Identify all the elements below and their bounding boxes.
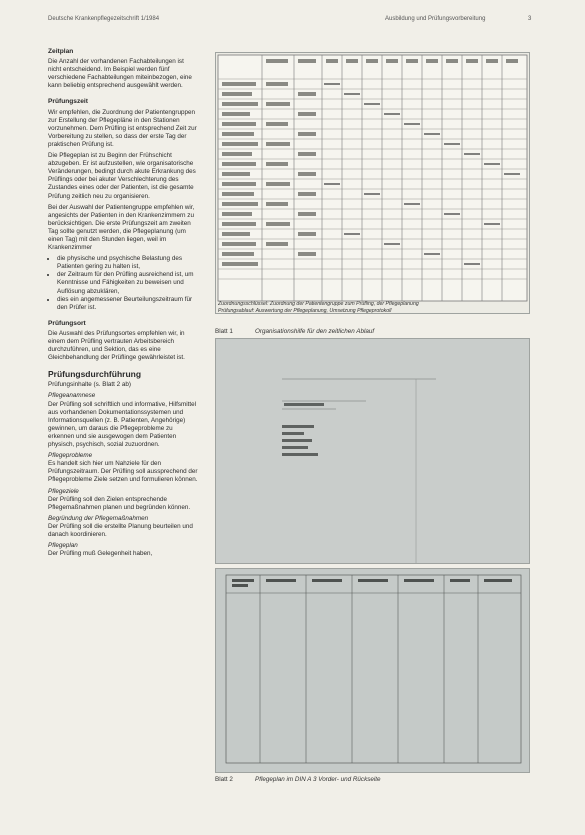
- subsection-text: Es handelt sich hier um Nahziele für den Prüfungszeitraum. Der Prüfling soll aussprechend der Pflegeprobleme Ziele setzen und formulieren können.: [48, 460, 198, 484]
- paragraph: Die Anzahl der vorhandenen Fachabteilungen ist nicht entscheidend. Im Beispiel werden fünf verschiedene Fachabteilungen miteinbezogen, eine kann beliebig entsprechend ausgewählt werden.: [48, 58, 192, 90]
- list-item: • die physische und psychische Belastung des Patienten gering zu halten ist,: [57, 255, 198, 271]
- subsection: [48, 515, 198, 539]
- subsection-title: Pflegeanamnese: [48, 392, 96, 400]
- care-plan-table-image: [216, 569, 529, 772]
- subsection: [48, 488, 198, 512]
- subsection: [48, 542, 198, 558]
- figure-label: Blatt 2: [215, 776, 233, 783]
- figure-caption-text: Pflegeplan im DIN A 3 Vorder- und Rückseite: [255, 776, 381, 783]
- left-text-column: [48, 40, 198, 558]
- section-heading: Zeitplan: [48, 48, 74, 55]
- running-header-right: Ausbildung und Prüfungsvorbereitung: [385, 16, 486, 22]
- subsection-title: Begründung der Pflegemaßnahmen: [48, 514, 149, 522]
- subsection-text: Der Prüfling soll die erstellte Planung beurteilen und danach koordinieren.: [48, 522, 193, 538]
- subsection: [48, 392, 198, 449]
- subsection-title: Pflegeplan: [48, 542, 78, 550]
- paragraph: Wir empfehlen, die Zuordnung der Patientengruppen zur Erstellung der Pflegepläne in den Stationen vorzunehmen. Dem Prüfling ist entsprechend Zeit zur Vorbereitung zu stellen, so dass der erste Tag der praktischen Prüfung ist.: [48, 108, 197, 148]
- figure-schedule-grid: [215, 52, 530, 314]
- paragraph: Die Auswahl des Prüfungsortes empfehlen wir, in einem dem Prüfling vertrauten Arbeitsbereich durchzuführen, und Sektion, das es eine Gleichbehandlung der Prüflinge gewährleistet ist.: [48, 329, 185, 362]
- figure-caption: [215, 776, 381, 783]
- list-item: • dies ein angemessener Beurteilungszeitraum für den Prüfer ist.: [57, 296, 198, 312]
- subsection-title: Pflegeziele: [48, 487, 79, 495]
- paragraph: Die Pflegeplan ist zu Beginn der Frühschicht abzugeben. Er ist aufzustellen, wie organisatorische Veränderungen, bedingt durch akute Erkrankung des Prüflings oder bei akuter Verschlechterung des Zustandes eines oder der Patienten, ist die gesamte Prüfung zeitlich neu zu organisieren.: [48, 152, 196, 200]
- subsection-text: Der Prüfling soll den Zielen entsprechende Pflegemaßnahmen planen und begründen können.: [48, 495, 191, 511]
- paragraph: Prüfungsinhalte (s. Blatt 2 ab): [48, 381, 131, 389]
- subsection-text: Der Prüfling muß Gelegenheit haben,: [48, 550, 153, 558]
- figure-note: Zuordnungsschlüssel: Zuordnung der Patientengruppe zum Prüfling, der Pflegeplanung: [218, 301, 419, 307]
- schedule-grid-image: [216, 53, 529, 313]
- figure-caption: [215, 328, 374, 335]
- major-heading: Prüfungsdurchführung: [48, 369, 142, 380]
- figure-caption-text: Organisationshilfe für den zeitlichen Ablauf: [255, 328, 375, 335]
- running-header-left: Deutsche Krankenpflegezeitschrift 1/1984: [48, 16, 160, 22]
- figure-note: Prüfungsablauf: Auswertung der Pflegeplanung, Umsetzung Pflegeprotokoll: [218, 308, 392, 314]
- bullet-list: [48, 255, 198, 312]
- figure-care-plan-table: [215, 568, 530, 773]
- figure-label: Blatt 1: [215, 328, 233, 335]
- subsection: [48, 452, 198, 484]
- paragraph: Bei der Auswahl der Patientengruppe empfehlen wir, angesichts der Patienten in den Krankenzimmern zu berücksichtigen. Die erste Prüfungszeit am zweiten Tag sollte genutzt werden, die Pflegeplanung (um einen Tag) mit den Stunden liegen, weil im Krankenzimmer: [48, 203, 195, 252]
- list-item: • der Zeitraum für den Prüfling ausreichend ist, um Kenntnisse und Fähigkeiten zu beweisen und Auflösung abzuklären,: [57, 271, 198, 295]
- page-number: 3: [528, 16, 532, 22]
- section-heading: Prüfungszeit: [48, 98, 88, 106]
- subsection-title: Pflegeprobleme: [48, 452, 93, 460]
- subsection-text: Der Prüfling soll schriftlich und informative, Hilfsmittel aus vorhandenen Dokumentationssystemen und Informationsquellen (z. B. Patienten, Angehörige) gewinnen, um daraus die Pflegeprobleme zu erkennen und sie ausgewogen dem Patienten physisch, psychisch, sozial zuzuordnen.: [48, 400, 197, 449]
- figure-care-plan-form: [215, 338, 530, 564]
- section-heading: Prüfungsort: [48, 319, 86, 327]
- care-plan-form-image: [216, 339, 529, 563]
